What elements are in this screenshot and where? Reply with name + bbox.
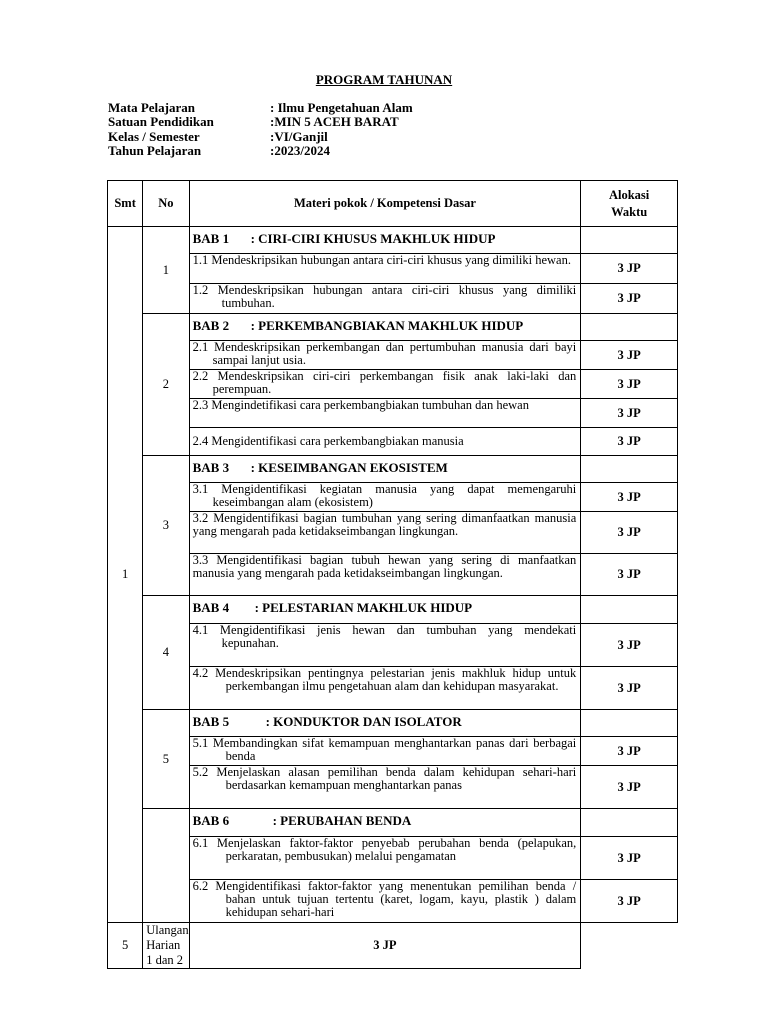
meta-value: :2023/2024 — [270, 142, 330, 158]
kd-cell: 2.1 Mendeskripsikan perkembangan dan pertumbuhan manusia dari bayi sampai lanjut usia. — [189, 341, 581, 370]
jp-cell — [581, 596, 678, 624]
jp-cell: 3 JP — [581, 880, 678, 923]
table-row — [108, 710, 678, 737]
table-row — [108, 809, 678, 837]
table-row — [108, 370, 678, 399]
header-smt: Smt — [108, 181, 143, 227]
table-row — [108, 880, 678, 923]
document-meta — [108, 101, 413, 158]
jp-cell: 3 JP — [581, 667, 678, 710]
kd-cell: 2.3 Mengindetifikasi cara perkembangbiakan tumbuhan dan hewan — [189, 399, 581, 428]
meta-row-class — [108, 130, 413, 144]
jp-cell: 3 JP — [581, 428, 678, 456]
table-row — [108, 837, 678, 880]
jp-cell: 3 JP — [189, 923, 581, 969]
table-row — [108, 766, 678, 809]
jp-cell — [581, 456, 678, 483]
kd-cell: 6.1 Menjelaskan faktor-faktor penyebab perubahan benda (pelapukan, perkaratan, pembusukan) melalui pengamatan — [189, 837, 581, 880]
table-row — [108, 667, 678, 710]
meta-label: Tahun Pelajaran — [108, 142, 202, 158]
header-materi: Materi pokok / Kompetensi Dasar — [189, 181, 581, 227]
jp-cell: 3 JP — [581, 370, 678, 399]
header-no: No — [143, 181, 189, 227]
jp-cell: 3 JP — [581, 483, 678, 512]
chapter-heading: BAB 1 : CIRI-CIRI KHUSUS MAKHLUK HIDUP — [189, 227, 581, 254]
chapter-heading: BAB 6 : PERUBAHAN BENDA — [189, 809, 581, 837]
meta-value: :VI/Ganjil — [270, 128, 328, 144]
chapter-no: 3 — [143, 456, 189, 596]
chapter-no: 5 — [143, 710, 189, 809]
jp-cell: 3 JP — [581, 737, 678, 766]
chapter-heading: BAB 3 : KESEIMBANGAN EKOSISTEM — [189, 456, 581, 483]
program-table — [107, 180, 678, 969]
chapter-no: 5 — [108, 923, 143, 969]
table-header-row — [108, 181, 678, 227]
table-row — [108, 737, 678, 766]
table-row — [108, 227, 678, 254]
document-title: PROGRAM TAHUNAN — [315, 72, 453, 87]
meta-row-school — [108, 115, 413, 129]
meta-label: Kelas / Semester — [108, 128, 200, 144]
kd-cell: 4.2 Mendeskripsikan pentingnya pelestarian jenis makhluk hidup untuk perkembangan ilmu pengetahuan alam dan kehidupan masyarakat. — [189, 667, 581, 710]
chapter-no: 1 — [143, 227, 189, 314]
kd-cell: 3.3 Mengidentifikasi bagian tubuh hewan yang sering di manfaatkan manusia yang mengarah pada ketidakseimbangan lingkungan. — [189, 554, 581, 596]
jp-cell: 3 JP — [581, 399, 678, 428]
chapter-heading: BAB 4 : PELESTARIAN MAKHLUK HIDUP — [189, 596, 581, 624]
jp-cell — [581, 314, 678, 341]
table-row — [108, 428, 678, 456]
meta-label: Mata Pelajaran — [108, 100, 196, 115]
chapter-heading: BAB 5 : KONDUKTOR DAN ISOLATOR — [189, 710, 581, 737]
meta-value: : Ilmu Pengetahuan Alam — [270, 100, 413, 115]
meta-row-year — [108, 144, 413, 158]
kd-cell: 3.2 Mengidentifikasi bagian tumbuhan yang sering dimanfaatkan manusia yang mengarah pada ketidakseimbangan lingkungan. — [189, 512, 581, 554]
kd-cell: 1.1 Mendeskripsikan hubungan antara ciri-ciri khusus yang dimiliki hewan. — [189, 254, 581, 284]
kd-cell: 6.2 Mengidentifikasi faktor-faktor yang menentukan pemilihan benda / bahan untuk tujuan tertentu (karet, logam, kayu, plastik ) dalam kehidupan sehari-hari — [189, 880, 581, 923]
table-row — [108, 624, 678, 667]
jp-cell — [581, 710, 678, 737]
meta-value: :MIN 5 ACEH BARAT — [270, 114, 399, 130]
jp-cell: 3 JP — [581, 341, 678, 370]
table-row — [108, 284, 678, 314]
table-row — [108, 923, 678, 969]
table-row — [108, 314, 678, 341]
table-row — [108, 456, 678, 483]
jp-cell — [581, 227, 678, 254]
jp-cell: 3 JP — [581, 554, 678, 596]
semester-cell: 1 — [108, 227, 143, 923]
kd-cell: 2.4 Mengidentifikasi cara perkembangbiakan manusia — [189, 428, 581, 456]
table-row — [108, 399, 678, 428]
meta-row-subject — [108, 101, 413, 115]
jp-cell: 3 JP — [581, 837, 678, 880]
meta-label: Satuan Pendidikan — [108, 114, 214, 130]
table-row — [108, 254, 678, 284]
jp-cell — [581, 809, 678, 837]
table-row — [108, 483, 678, 512]
kd-cell: 1.2 Mendeskripsikan hubungan antara ciri-ciri khusus yang dimiliki tumbuhan. — [189, 284, 581, 314]
jp-cell: 3 JP — [581, 766, 678, 809]
table-row — [108, 554, 678, 596]
kd-cell: Ulangan Harian 1 dan 2 — [143, 923, 189, 969]
kd-cell: 5.1 Membandingkan sifat kemampuan menghantarkan panas dari berbagai benda — [189, 737, 581, 766]
table-row — [108, 512, 678, 554]
chapter-no: 4 — [143, 596, 189, 710]
kd-cell: 3.1 Mengidentifikasi kegiatan manusia yang dapat memengaruhi keseimbangan alam (ekosistem) — [189, 483, 581, 512]
kd-cell: 4.1 Mengidentifikasi jenis hewan dan tumbuhan yang mendekati kepunahan. — [189, 624, 581, 667]
table-row — [108, 596, 678, 624]
kd-cell: 5.2 Menjelaskan alasan pemilihan benda dalam kehidupan sehari-hari berdasarkan kemampuan menghantarkan panas — [189, 766, 581, 809]
chapter-no: 2 — [143, 314, 189, 456]
table-row — [108, 341, 678, 370]
chapter-heading: BAB 2 : PERKEMBANGBIAKAN MAKHLUK HIDUP — [189, 314, 581, 341]
jp-cell: 3 JP — [581, 512, 678, 554]
jp-cell: 3 JP — [581, 624, 678, 667]
jp-cell: 3 JP — [581, 284, 678, 314]
header-alokasi: Alokasi Waktu — [581, 181, 678, 227]
kd-cell: 2.2 Mendeskripsikan ciri-ciri perkembangan fisik anak laki-laki dan perempuan. — [189, 370, 581, 399]
chapter-no — [143, 809, 189, 923]
jp-cell: 3 JP — [581, 254, 678, 284]
